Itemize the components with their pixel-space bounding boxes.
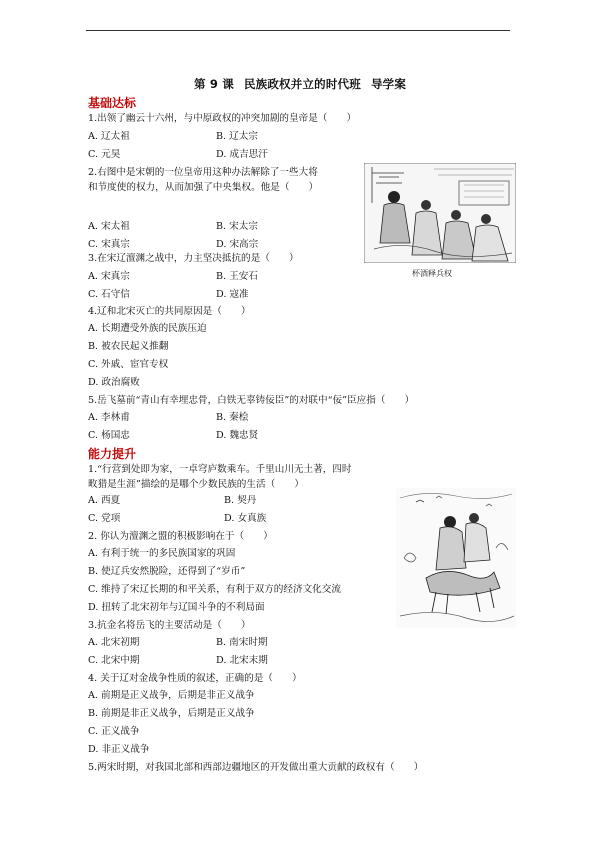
- b-q3-option-a: A. 宋真宗: [88, 271, 130, 282]
- a-q2-option-a: A. 有利于统一的多民族国家的巩固: [88, 548, 236, 559]
- a-q1-option-b: B. 契丹: [224, 495, 257, 506]
- title-suffix: 导学案: [370, 77, 407, 91]
- a-q3-stem: 3.抗金名将岳飞的主要活动是（ ）: [88, 620, 251, 631]
- b-q1-stem: 1.出领了幽云十六州，与中原政权的冲突加剧的皇帝是（ ）: [88, 113, 357, 124]
- b-q4-option-c: C. 外戚、宦官专权: [88, 359, 169, 370]
- a-q2-option-d: D. 扭转了北宋初年与辽国斗争的不利局面: [88, 602, 265, 613]
- nomad-illustration: [396, 488, 516, 628]
- b-q2-option-d: D. 宋高宗: [216, 239, 259, 250]
- b-q1-option-a: A. 辽太祖: [88, 131, 130, 142]
- a-q4-stem: 4. 关于辽对金战争性质的叙述，正确的是（ ）: [88, 673, 302, 684]
- a-q4-option-c: C. 正义战争: [88, 726, 140, 737]
- b-q1-option-c: C. 元昊: [88, 149, 121, 160]
- b-q4-stem: 4.辽和北宋灭亡的共同原因是（ ）: [88, 306, 251, 317]
- b-q3-stem: 3.在宋辽澶渊之战中，力主坚决抵抗的是（ ）: [88, 253, 299, 264]
- a-q1-stem-line1: 1.“行营到处即为家，一卓穹庐数乘车。千里山川无土著，四时: [88, 464, 352, 475]
- b-q2-option-a: A. 宋太祖: [88, 221, 130, 232]
- lesson-number: 第 9 课: [193, 77, 234, 91]
- a-q2-option-c: C. 维持了宋辽长期的和平关系，有利于双方的经济文化交流: [88, 584, 341, 595]
- a-q3-option-b: B. 南宋时期: [216, 637, 268, 648]
- a-q4-option-d: D. 非正义战争: [88, 744, 150, 755]
- b-q4-option-d: D. 政治腐败: [88, 377, 140, 388]
- a-q2-option-b: B. 使辽兵安然脱险，还得到了“岁币”: [88, 566, 246, 577]
- b-q1-option-d: D. 成吉思汗: [216, 149, 268, 160]
- header-rule: [86, 30, 510, 31]
- a-q1-option-a: A. 西夏: [88, 495, 121, 506]
- b-q5-option-c: C. 杨国忠: [88, 430, 130, 441]
- b-q5-option-a: A. 李林甫: [88, 412, 130, 423]
- b-q5-option-d: D. 魏忠贤: [216, 430, 259, 441]
- a-q4-option-b: B. 前期是非正义战争，后期是正义战争: [88, 708, 255, 719]
- banquet-illustration: [364, 163, 516, 263]
- lesson-name: 民族政权并立的时代班: [243, 77, 361, 91]
- b-q3-option-b: B. 王安石: [216, 271, 258, 282]
- a-q2-stem: 2. 你认为澶渊之盟的积极影响在于（ ）: [88, 531, 273, 542]
- b-q2-stem-line2: 和节度使的权力，从而加强了中央集权。他是（ ）: [88, 182, 319, 193]
- a-q1-stem-line2: 畋猎是生涯”描绘的是哪个少数民族的生活（ ）: [88, 479, 304, 490]
- b-q5-option-b: B. 秦桧: [216, 412, 249, 423]
- section-basic-heading: 基础达标: [88, 96, 137, 110]
- page-title: [0, 76, 600, 92]
- a-q3-option-c: C. 北宋中期: [88, 655, 140, 666]
- section-advanced-heading: 能力提升: [88, 447, 137, 461]
- a-q4-option-a: A. 前期是正义战争，后期是非正义战争: [88, 690, 255, 701]
- b-q4-option-a: A. 长期遭受外族的民族压迫: [88, 323, 207, 334]
- b-q5-stem: 5.岳飞墓前“青山有幸埋忠骨，白铁无辜铸佞臣”的对联中“佞”臣应指（ ）: [88, 395, 415, 406]
- b-q2-option-b: B. 宋太宗: [216, 221, 258, 232]
- a-q1-option-c: C. 党项: [88, 513, 121, 524]
- a-q3-option-d: D. 北宋末期: [216, 655, 268, 666]
- b-q3-option-d: D. 寇准: [216, 289, 249, 300]
- b-q2-option-c: C. 宋真宗: [88, 239, 130, 250]
- b-q2-stem-line1: 2.右图中是宋朝的一位皇帝用这种办法解除了一些大将: [88, 167, 318, 178]
- a-q5-stem: 5.两宋时期，对我国北部和西部边疆地区的开发做出重大贡献的政权有（ ）: [88, 762, 424, 773]
- b-q3-option-c: C. 石守信: [88, 289, 130, 300]
- a-q3-option-a: A. 北宋初期: [88, 637, 140, 648]
- a-q1-option-d: D. 女真族: [224, 513, 267, 524]
- b-q4-option-b: B. 被农民起义推翻: [88, 341, 169, 352]
- figure-caption: 杯酒释兵权: [412, 269, 452, 278]
- b-q1-option-b: B. 辽太宗: [216, 131, 258, 142]
